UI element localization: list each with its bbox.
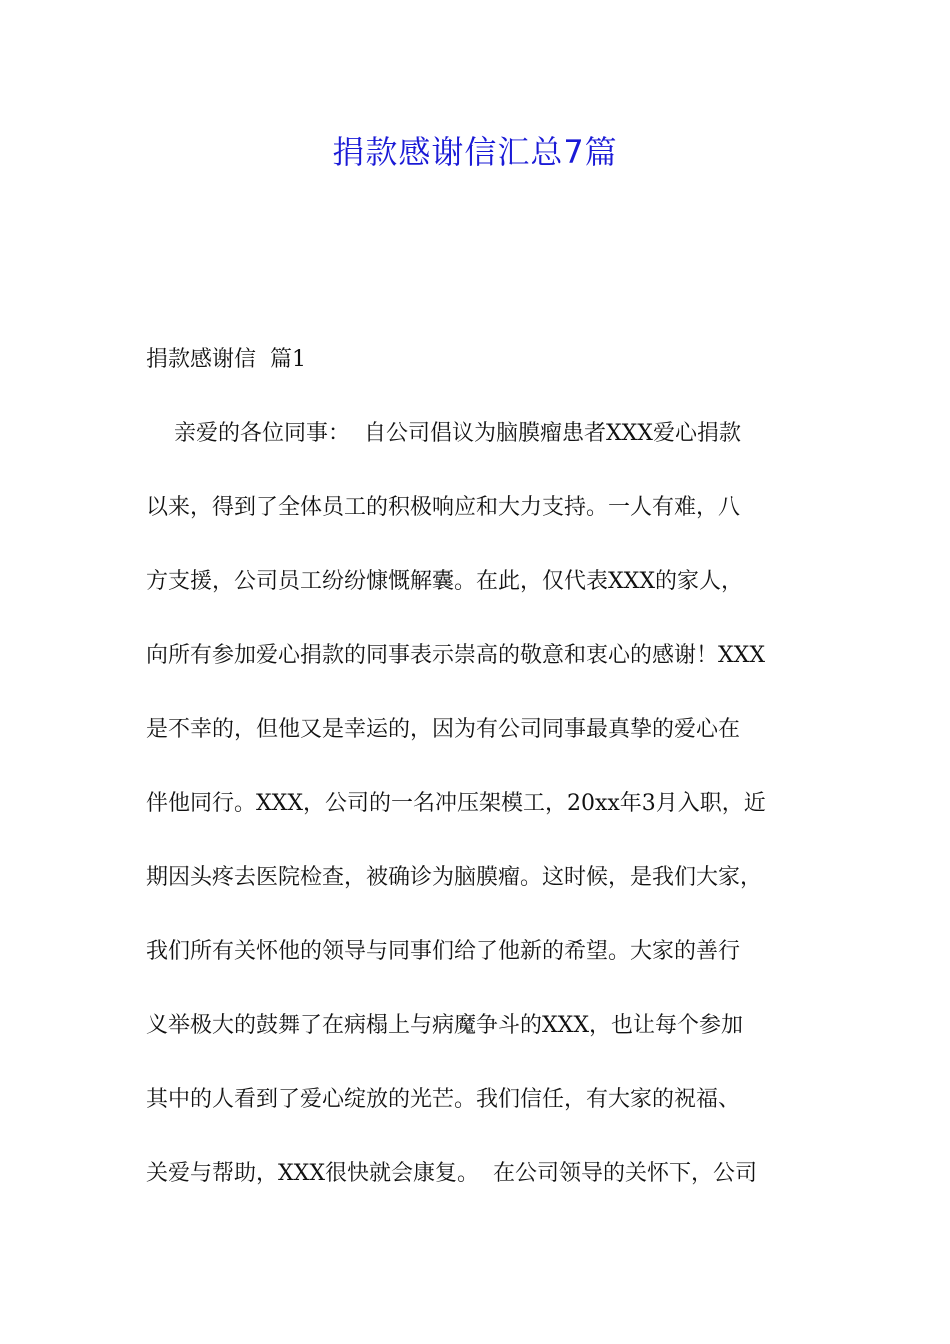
body-line: 伴他同行。XXX，公司的一名冲压架模工，20xx年3月入职，近 [146,791,766,816]
letter-body [146,397,836,1211]
body-line: 以来，得到了全体员工的积极响应和大力支持。一人有难，八 [146,495,741,520]
body-line: 向所有参加爱心捐款的同事表示崇高的敬意和衷心的感谢！XXX [146,643,765,668]
body-line: 亲爱的各位同事： 自公司倡议为脑膜瘤患者XXX爱心捐款 [146,421,741,446]
body-line: 方支援，公司员工纷纷慷慨解囊。在此，仅代表XXX的家人， [146,569,743,594]
body-line: 是不幸的，但他又是幸运的，因为有公司同事最真挚的爱心在 [146,717,741,742]
section-heading: 捐款感谢信 篇1 [146,347,306,372]
body-line: 我们所有关怀他的领导与同事们给了他新的希望。大家的善行 [146,939,741,964]
body-line: 期因头疼去医院检查，被确诊为脑膜瘤。这时候，是我们大家， [146,865,763,890]
document-title: 捐款感谢信汇总7篇 [332,133,618,171]
body-line: 义举极大的鼓舞了在病榻上与病魔争斗的XXX，也让每个参加 [146,1013,743,1038]
body-line: 其中的人看到了爱心绽放的光芒。我们信任，有大家的祝福、 [146,1087,741,1112]
body-line: 关爱与帮助，XXX很快就会康复。 在公司领导的关怀下，公司 [146,1161,757,1186]
